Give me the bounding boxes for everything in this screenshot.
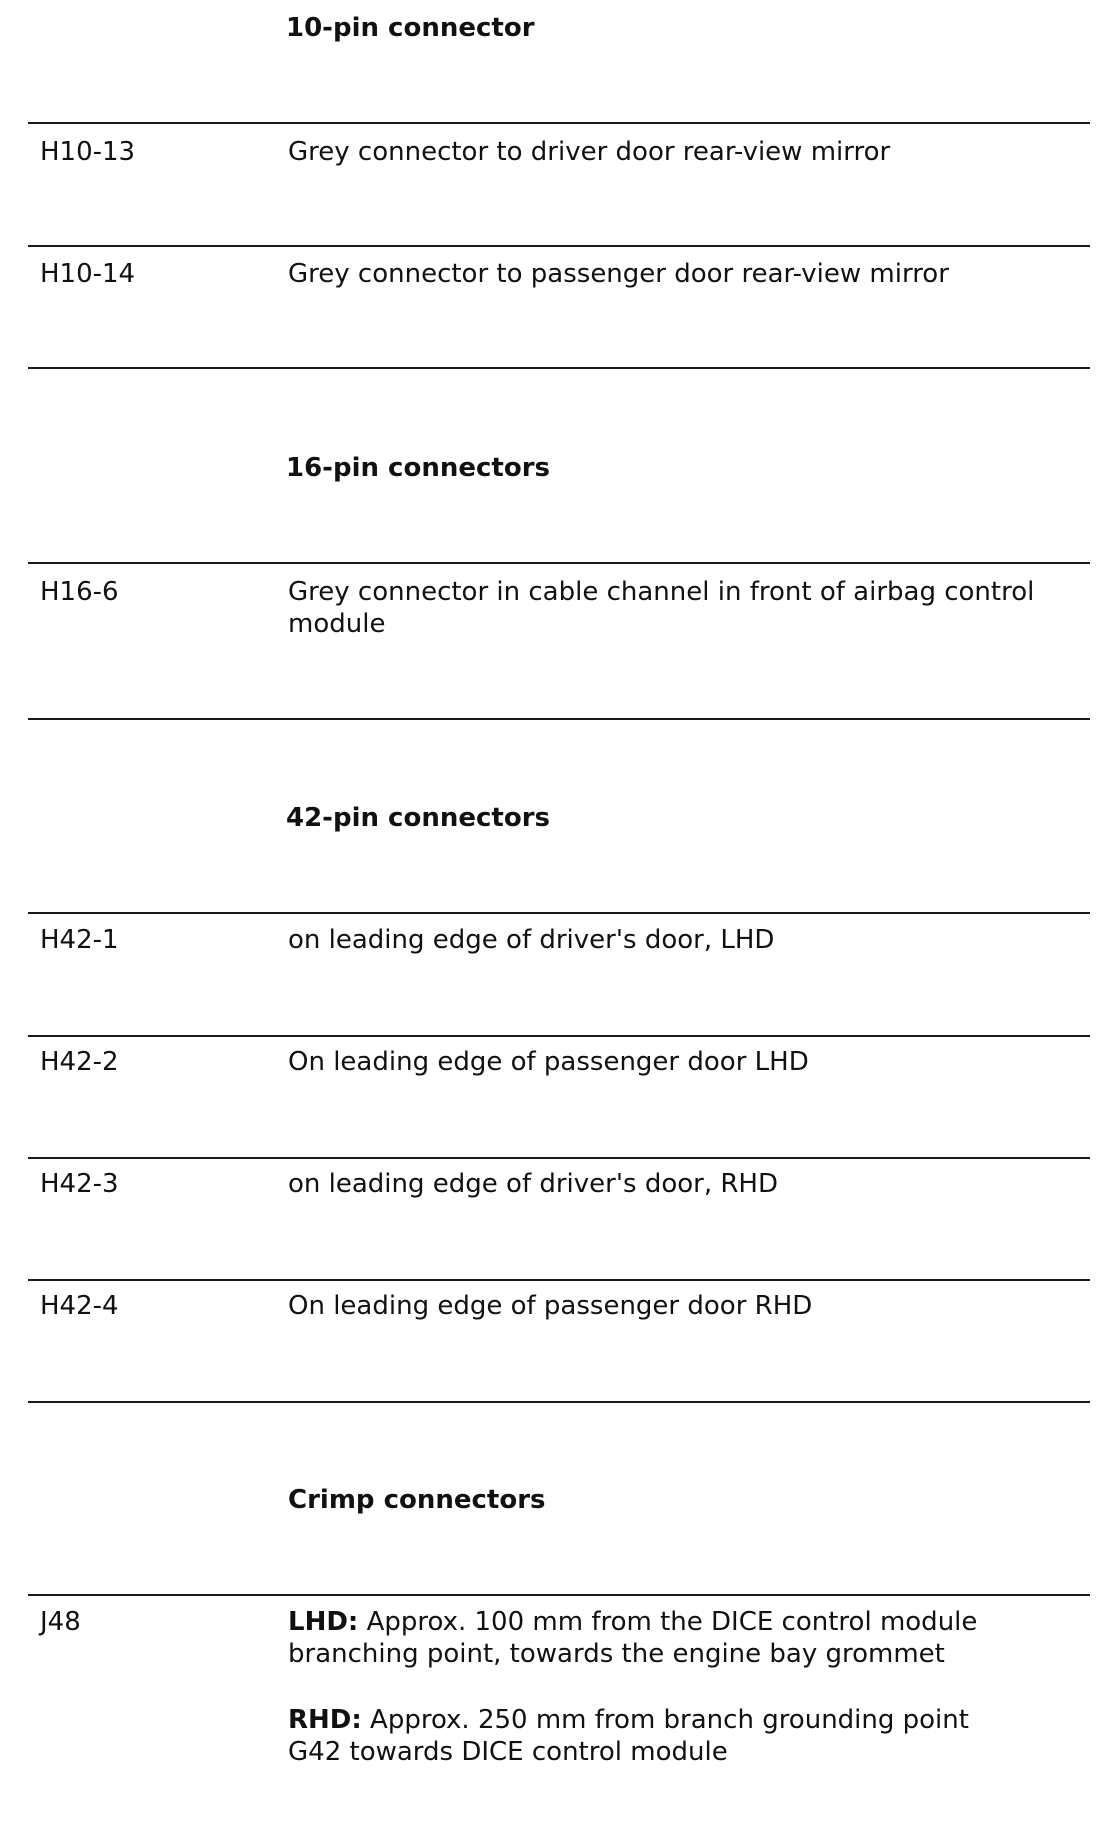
rhd-note-line-1 [288,1704,969,1736]
connector-code: J48 [40,1607,81,1637]
row-divider [28,718,1090,720]
connector-code: H42-4 [40,1291,119,1321]
connector-code: H42-2 [40,1047,119,1077]
connector-code: H42-3 [40,1169,119,1199]
row-divider [28,122,1090,124]
lhd-label: LHD: [288,1607,359,1637]
rhd-text-1: Approx. 250 mm from branch grounding point [361,1705,969,1735]
row-divider [28,562,1090,564]
rhd-note-line-2: G42 towards DICE control module [288,1737,728,1767]
section-heading-10-pin: 10-pin connector [286,13,535,43]
connector-description: On leading edge of passenger door LHD [288,1047,809,1077]
section-heading-42-pin: 42-pin connectors [286,803,550,833]
row-divider [28,245,1090,247]
row-divider [28,1279,1090,1281]
row-divider [28,912,1090,914]
connector-code: H16-6 [40,577,119,607]
connector-code: H42-1 [40,925,119,955]
connector-description: Grey connector to driver door rear-view mirror [288,137,891,167]
connector-description: Grey connector to passenger door rear-view mirror [288,259,949,289]
connector-description: on leading edge of driver's door, RHD [288,1169,778,1199]
row-divider [28,1401,1090,1403]
connector-code: H10-14 [40,259,136,289]
row-divider [28,1035,1090,1037]
lhd-note-line-2: branching point, towards the engine bay grommet [288,1639,945,1669]
connector-code: H10-13 [40,137,136,167]
connector-description: on leading edge of driver's door, LHD [288,925,775,955]
lhd-note-line-1 [288,1606,977,1638]
connector-description-line-2: module [288,609,386,639]
row-divider [28,1594,1090,1596]
section-heading-crimp: Crimp connectors [288,1485,546,1515]
rhd-label: RHD: [288,1705,362,1735]
connector-description-line-1: Grey connector in cable channel in front of airbag control [288,577,1035,607]
lhd-text-1: Approx. 100 mm from the DICE control module [358,1607,978,1637]
row-divider [28,1157,1090,1159]
row-divider [28,367,1090,369]
connector-description: On leading edge of passenger door RHD [288,1291,813,1321]
section-heading-16-pin: 16-pin connectors [286,453,550,483]
